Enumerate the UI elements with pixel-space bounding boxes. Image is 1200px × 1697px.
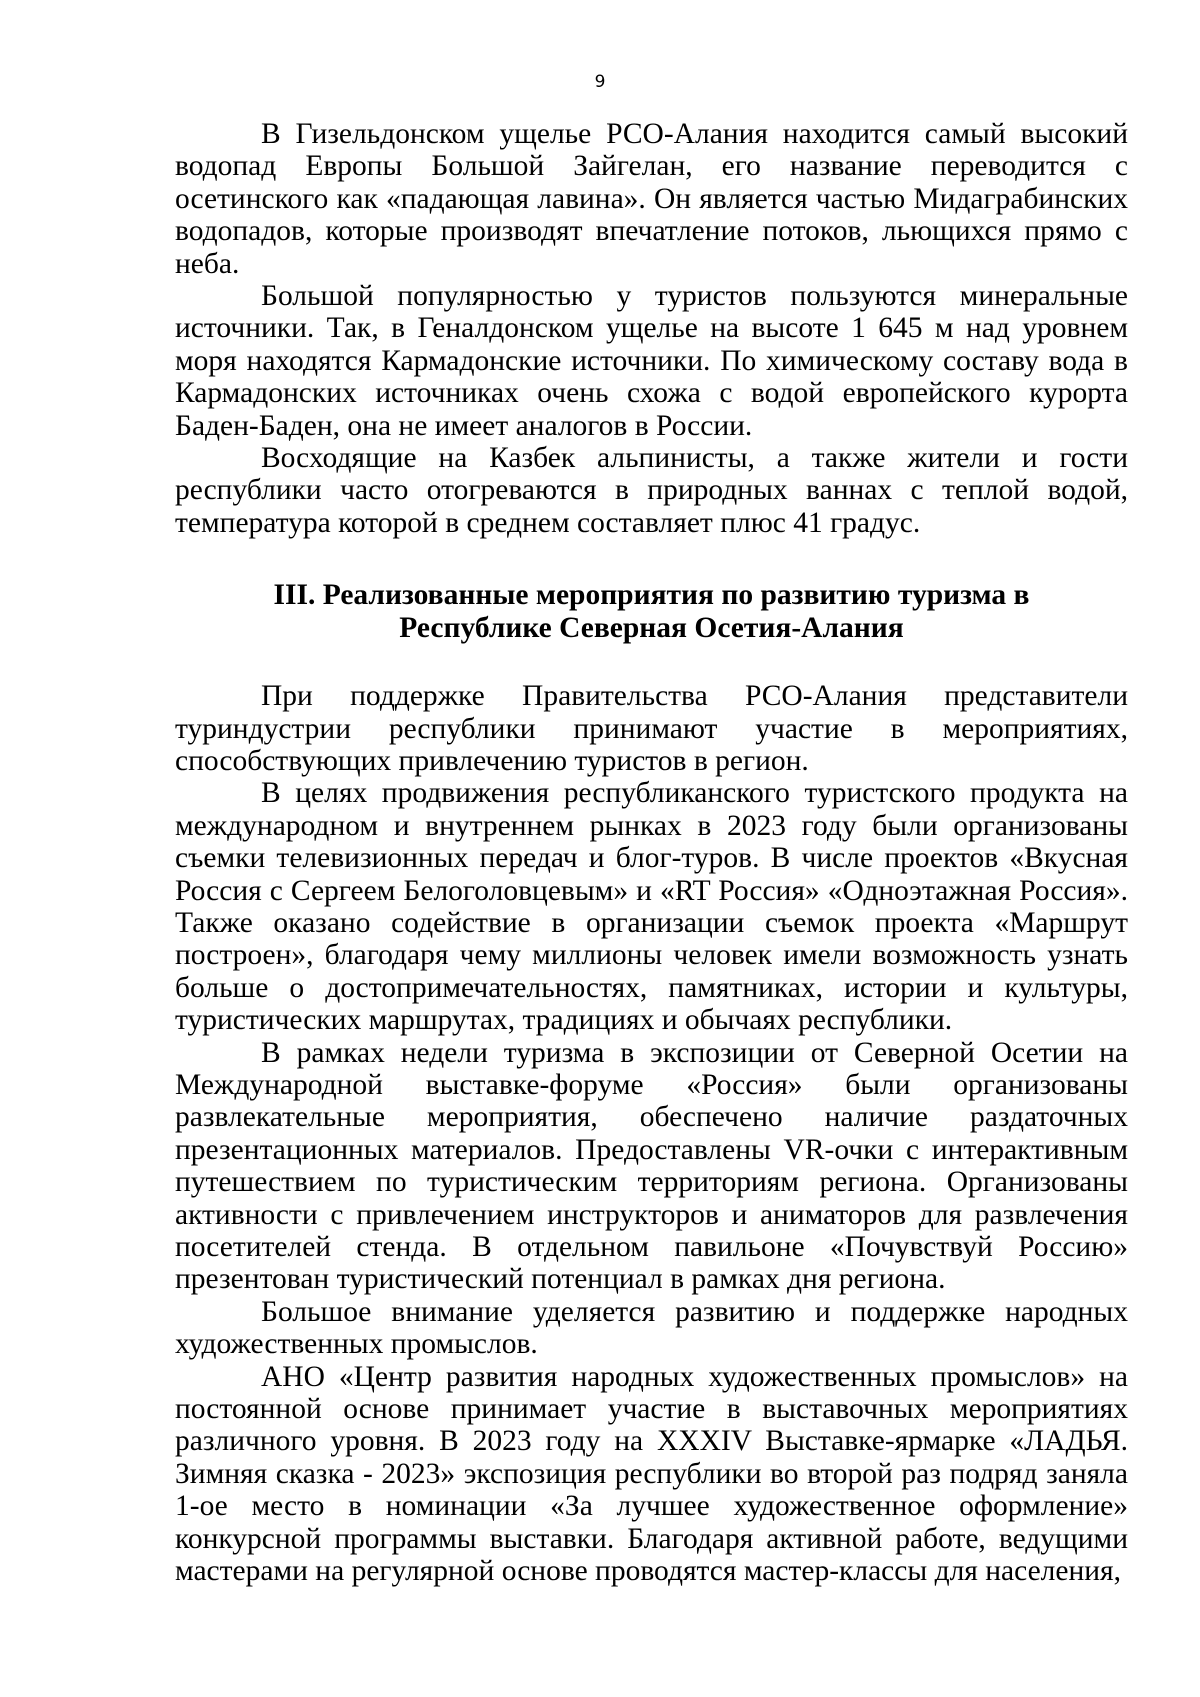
section-heading-line-1: III. Реализованные мероприятия по развитию туризма в	[273, 579, 1030, 612]
page-body	[175, 118, 1128, 1587]
paragraph-tourism-week-expo: В рамках недели туризма в экспозиции от Северной Осетии на Международной выставке-форуме «Россия» были организованы развлекательные мероприятия, обеспечено наличие раздаточных презентационных материалов. Предоставлены VR-очки с интерактивным путешествием по туристическим территориям региона. Организованы активности с привлечением инструкторов и аниматоров для развлечения посетителей стенда. В отдельном павильоне «Почувствуй Россию» презентован туристический потенциал в рамках дня региона.	[175, 1036, 1128, 1296]
paragraph-mineral-springs: Большой популярностью у туристов пользуются минеральные источники. Так, в Геналдонском ущелье на высоте 1 645 м над уровнем моря находятся Кармадонские источники. По химическому составу вода в Кармадонских источниках очень схожа с водой европейского курорта Баден-Баден, она не имеет аналогов в России.	[175, 280, 1128, 442]
section-heading-line-2: Республике Северная Осетия-Алания	[399, 611, 904, 644]
paragraph-crafts-center: АНО «Центр развития народных художественных промыслов» на постоянной основе принимает участие в выставочных мероприятиях различного уровня. В 2023 году на XXXIV Выставке-ярмарке «ЛАДЬЯ. Зимняя сказка - 2023» экспозиция республики во второй раз подряд заняла 1-ое место в номинации «За лучшее художественное оформление» конкурсной программы выставки. Благодаря активной работе, ведущими мастерами на регулярной основе проводятся мастер-классы для населения,	[175, 1360, 1128, 1588]
section-heading	[175, 579, 1128, 644]
paragraph-folk-crafts: Большое внимание уделяется развитию и поддержке народных художественных промыслов.	[175, 1295, 1128, 1361]
paragraph-kazbek-baths: Восходящие на Казбек альпинисты, а также жители и гости республики часто отогреваются в природных ваннах с теплой водой, температура которой в среднем составляет плюс 41 градус.	[175, 442, 1128, 539]
paragraph-government-support: При поддержке Правительства РСО-Алания представители туриндустрии республики принимают участие в мероприятиях, способствующих привлечению туристов в регион.	[175, 680, 1128, 777]
paragraph-tv-blog-tours: В целях продвижения республиканского туристского продукта на международном и внутреннем рынках в 2023 году были организованы съемки телевизионных передач и блог-туров. В числе проектов «Вкусная Россия с Сергеем Белоголовцевым» и «RT Россия» «Одноэтажная Россия». Также оказано содействие в организации съемок проекта «Маршрут построен», благодаря чему миллионы человек имели возможность узнать больше о достопримечательностях, памятниках, истории и культуры, туристических маршрутах, традициях и обычаях республики.	[175, 777, 1128, 1037]
paragraph-zaygelan-waterfall: В Гизельдонском ущелье РСО-Алания находится самый высокий водопад Европы Большой Зайгелан, его название переводится с осетинского как «падающая лавина». Он является частью Мидаграбинских водопадов, которые производят впечатление потоков, льющихся прямо с неба.	[175, 118, 1128, 280]
page-number: 9	[594, 72, 606, 92]
